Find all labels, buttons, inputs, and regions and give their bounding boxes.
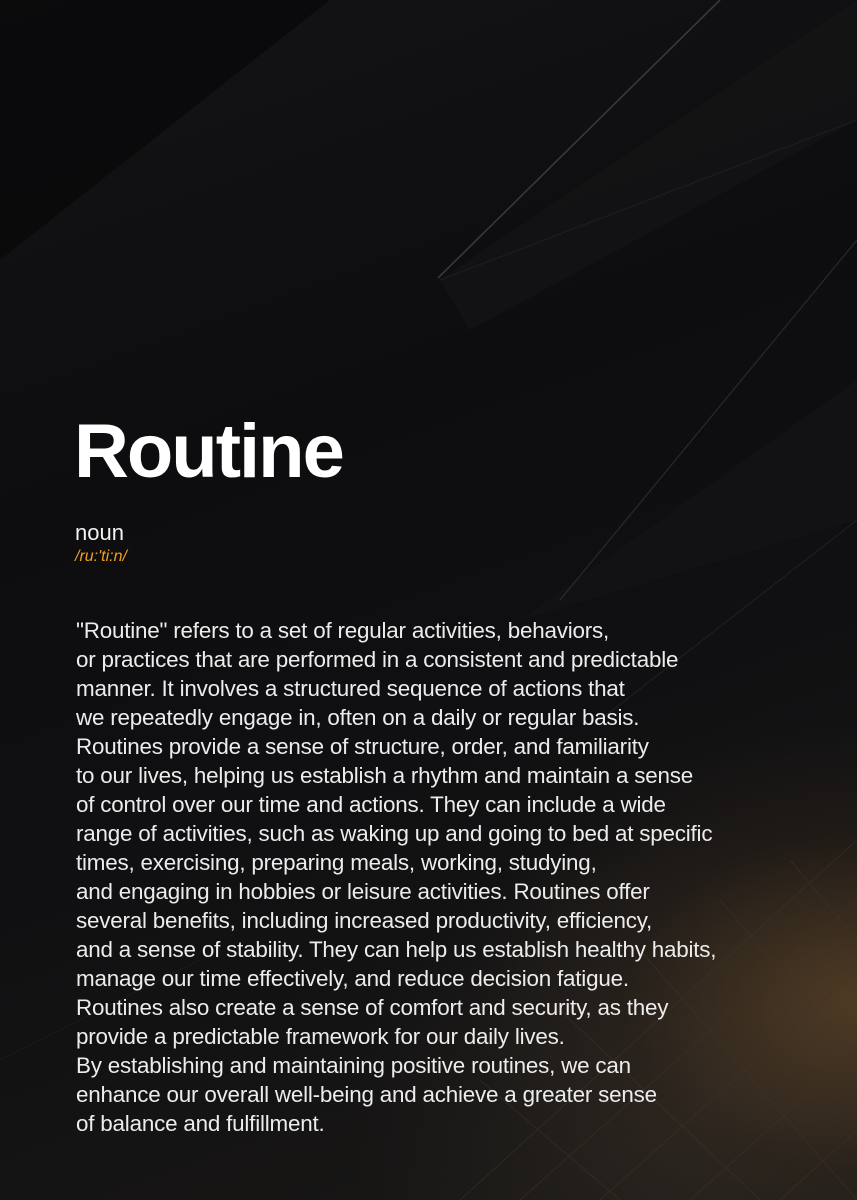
definition-line: of control over our time and actions. They can include a wide (76, 792, 666, 817)
definition-line: Routines provide a sense of structure, order, and familiarity (76, 734, 649, 759)
definition-line: and a sense of stability. They can help us establish healthy habits, (76, 937, 717, 962)
definition-line: and engaging in hobbies or leisure activities. Routines offer (76, 879, 650, 904)
definition-line: times, exercising, preparing meals, working, studying, (76, 850, 597, 875)
definition-text (76, 616, 846, 1138)
definition-line: "Routine" refers to a set of regular activities, behaviors, (76, 618, 610, 643)
definition-line: of balance and fulfillment. (76, 1111, 325, 1136)
pronunciation: /ru:'ti:n/ (75, 548, 127, 565)
definition-line: to our lives, helping us establish a rhythm and maintain a sense (76, 763, 693, 788)
definition-line: Routines also create a sense of comfort and security, as they (76, 995, 669, 1020)
definition-line: By establishing and maintaining positive routines, we can (76, 1053, 631, 1078)
definition-line: provide a predictable framework for our daily lives. (76, 1024, 565, 1049)
part-of-speech: noun (75, 520, 124, 545)
definition-line: enhance our overall well-being and achieve a greater sense (76, 1082, 657, 1107)
definition-line: several benefits, including increased productivity, efficiency, (76, 908, 653, 933)
definition-line: manage our time effectively, and reduce decision fatigue. (76, 966, 629, 991)
definition-line: range of activities, such as waking up and going to bed at specific (76, 821, 713, 846)
definition-line: we repeatedly engage in, often on a daily or regular basis. (76, 705, 640, 730)
definition-line: or practices that are performed in a consistent and predictable (76, 647, 679, 672)
word-title: Routine (74, 409, 343, 494)
definition-line: manner. It involves a structured sequence of actions that (76, 676, 625, 701)
